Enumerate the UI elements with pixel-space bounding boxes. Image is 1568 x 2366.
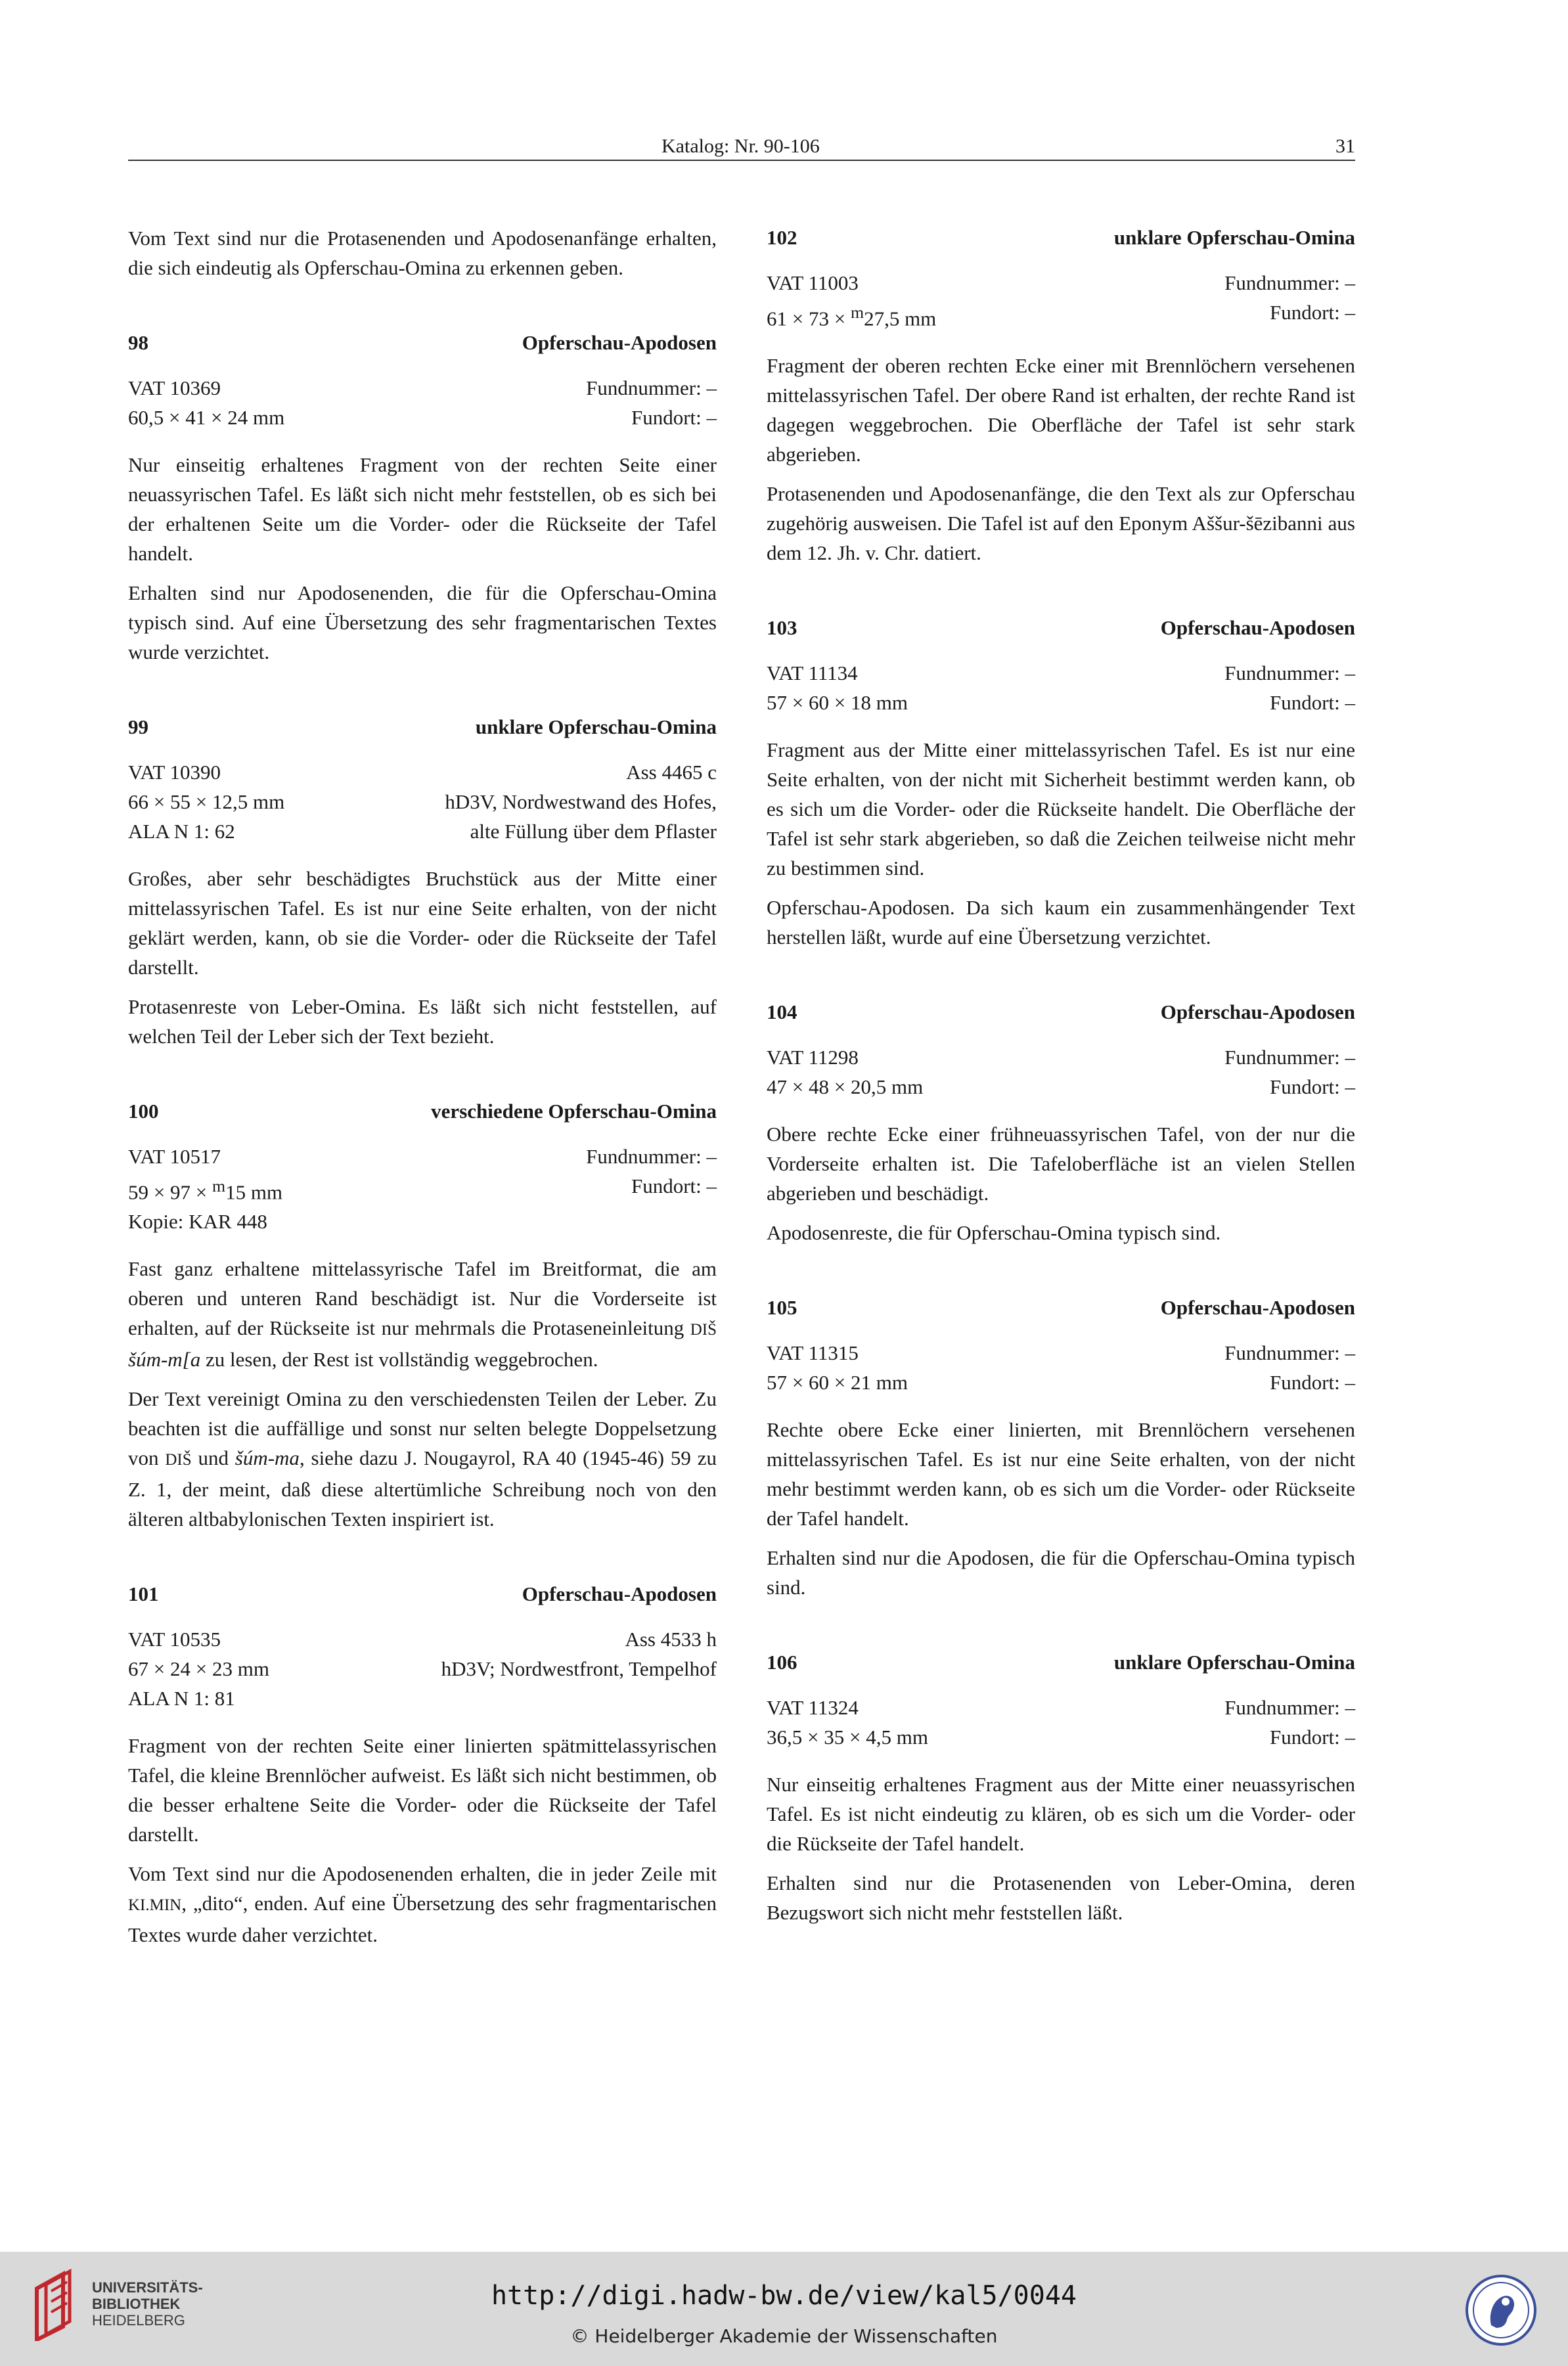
transliteration: šúm-ma (235, 1446, 300, 1470)
text-segment: , siehe dazu J. Nougayrol, RA 40 (1945-46) 59 zu Z. 1, der meint, daß diese altertümliche Schreibung noch von den älteren altbabylonischen Texten inspiriert ist. (128, 1446, 717, 1531)
dimensions-text: 61 × 73 × (767, 307, 851, 330)
entry-content-note: Protasenreste von Leber-Omina. Es läßt sich nicht feststellen, auf welchen Teil der Leber sich der Text bezieht. (128, 995, 717, 1048)
find-number: Fundnummer: – (1224, 1046, 1355, 1069)
entry-title: Opferschau-Apodosen (1160, 616, 1355, 640)
metadata-row (767, 658, 1355, 688)
dimensions (128, 1171, 282, 1207)
entry-number: 98 (128, 331, 148, 354)
library-name-line: BIBLIOTHEK (92, 2296, 181, 2312)
entry-title: Opferschau-Apodosen (522, 1582, 717, 1606)
metadata-row (128, 1171, 717, 1207)
entry-description: Nur einseitig erhaltenes Fragment aus der Mitte einer neuassyrischen Tafel. Es ist nicht eindeutig zu klären, ob es sich um die Vorder- oder die Rückseite der Tafel handelt. (767, 1773, 1355, 1856)
entry-description: Obere rechte Ecke einer frühneuassyrischen Tafel, von der nur die Vorderseite erhalten ist. Die Tafeloberfläche ist an vielen Stellen abgerieben und beschädigt. (767, 1123, 1355, 1205)
catalog-entry-106 (767, 1648, 1355, 1927)
dimensions-text: 59 × 97 × (128, 1180, 212, 1204)
find-spot: Fundort: – (1269, 301, 1355, 324)
metadata-row (767, 1722, 1355, 1752)
entry-content-note (128, 1859, 717, 1950)
find-number: Fundnummer: – (586, 376, 717, 399)
entry-number: 105 (767, 1296, 797, 1320)
metadata-row (767, 298, 1355, 333)
text-segment: Der Text vereinigt Omina zu den verschiedensten Teilen der Leber. Zu beachten ist die auffällige und sonst nur selten belegte Doppelsetzung von (128, 1387, 717, 1470)
entry-heading (128, 1580, 717, 1609)
find-spot: Fundort: – (1269, 691, 1355, 715)
metadata-row (128, 1624, 717, 1654)
find-number: Fundnummer: – (1224, 1696, 1355, 1720)
entry-title: Opferschau-Apodosen (1160, 1296, 1355, 1320)
entry-description: Nur einseitig erhaltenes Fragment von der rechten Seite einer neuassyrischen Tafel. Es läßt sich nicht mehr feststellen, ob es sich bei der erhaltenen Seite um die Vorder- oder die Rückseite der Tafel handelt. (128, 453, 717, 565)
entry-content-note: Apodosenreste, die für Opferschau-Omina typisch sind. (767, 1221, 1221, 1245)
entry-description: Großes, aber sehr beschädigtes Bruchstück aus der Mitte einer mittelassyrischen Tafel. Es ist nur eine Seite erhalten, von der nicht geklärt werden, kann, ob sie die Vorder- oder die Rückseite der Tafel darstellt. (128, 867, 717, 979)
entry-content-note: Erhalten sind nur Apodosenenden, die für die Opferschau-Omina typisch sind. Auf eine Übersetzung des sehr fragmentarischen Textes wurde verzichtet. (128, 581, 717, 663)
running-head (128, 133, 1355, 161)
museum-number: VAT 11324 (767, 1696, 859, 1720)
entry-content-note: Erhalten sind nur die Protasenenden von Leber-Omina, deren Bezugswort sich nicht mehr feststellen läßt. (767, 1871, 1355, 1925)
metadata-row (128, 757, 717, 787)
metadata-row (128, 816, 717, 846)
entry-heading (767, 998, 1355, 1027)
find-number: Fundnummer: – (586, 1145, 717, 1168)
catalog-entry-99 (128, 713, 717, 1051)
logogram: DIŠ (690, 1321, 717, 1339)
find-spot: Fundort: – (631, 406, 717, 429)
digitization-footer (0, 2252, 1568, 2366)
museum-number: VAT 10535 (128, 1628, 221, 1651)
find-spot: Fundort: – (1269, 1726, 1355, 1749)
entry-metadata (767, 658, 1355, 717)
metadata-row (767, 1042, 1355, 1072)
entry-content-note (128, 1384, 717, 1534)
entry-description (128, 1254, 717, 1374)
library-name-line: HEIDELBERG (92, 2312, 185, 2329)
entry-title: Opferschau-Apodosen (1160, 1000, 1355, 1024)
metadata-row (767, 1693, 1355, 1722)
find-spot: Fundort: – (631, 1174, 717, 1197)
entry-metadata (767, 1042, 1355, 1102)
dimensions: 67 × 24 × 23 mm (128, 1657, 269, 1681)
copy-reference: Kopie: KAR 448 (128, 1210, 267, 1234)
catalog-entry-100 (128, 1097, 717, 1534)
entry-number: 106 (767, 1651, 797, 1674)
museum-number: VAT 11298 (767, 1046, 859, 1069)
entry-metadata (767, 1338, 1355, 1397)
text-segment: , „dito“, enden. Auf eine Übersetzung des sehr fragmentarischen Textes wurde daher verzichtet. (128, 1892, 717, 1947)
museum-number: VAT 11315 (767, 1341, 859, 1365)
entry-title: unklare Opferschau-Omina (1113, 1651, 1355, 1674)
entry-title: unklare Opferschau-Omina (1113, 226, 1355, 249)
entry-number: 102 (767, 226, 797, 249)
entry-title: unklare Opferschau-Omina (475, 715, 717, 738)
catalog-entry-105 (767, 1293, 1355, 1602)
museum-number: VAT 11134 (767, 661, 858, 685)
entry-number: 100 (128, 1100, 159, 1123)
dimensions: 66 × 55 × 12,5 mm (128, 790, 285, 813)
logogram: KI.MIN (128, 1896, 182, 1915)
find-spot: hD3V, Nordwestwand des Hofes, (445, 790, 717, 813)
metadata-row (128, 1684, 717, 1713)
entry-description: Fragment von der rechten Seite einer linierten spätmittelassyrischen Tafel, die kleine Brennlöcher aufweist. Es läßt sich nicht bestimmen, ob die besser erhaltene Seite die Vorder- oder die Rückseite der Tafel darstellt. (128, 1734, 717, 1846)
museum-number: VAT 10390 (128, 761, 221, 784)
metadata-row (128, 373, 717, 403)
metadata-row (128, 1142, 717, 1171)
library-name-line: UNIVERSITÄTS- (92, 2279, 203, 2296)
dimensions: 36,5 × 35 × 4,5 mm (767, 1726, 928, 1749)
right-column (767, 223, 1355, 1927)
find-spot: Fundort: – (1269, 1371, 1355, 1395)
permalink-url[interactable]: http://digi.hadw-bw.de/view/kal5/0044 (491, 2281, 1077, 2311)
logogram: DIŠ (165, 1451, 192, 1469)
catalog-entry-103 (767, 614, 1355, 952)
entry-content-note: Protasenenden und Apodosenanfänge, die den Text als zur Opferschau zugehörig ausweisen. Die Tafel ist auf den Eponym Aššur-šēzibanni aus dem 12. Jh. v. Chr. datiert. (767, 482, 1355, 565)
entry-metadata (767, 268, 1355, 333)
catalog-entry-101 (128, 1580, 717, 1950)
metadata-row (128, 787, 717, 816)
entry-heading (767, 223, 1355, 252)
entry-number: 104 (767, 1000, 797, 1024)
metadata-row (767, 688, 1355, 717)
publication-reference: ALA N 1: 62 (128, 820, 235, 843)
dimensions-text-end: 27,5 mm (864, 307, 937, 330)
entry-number: 103 (767, 616, 797, 640)
entry-title: verschiedene Opferschau-Omina (431, 1100, 717, 1123)
entry-metadata (128, 1624, 717, 1713)
entry-heading (767, 1648, 1355, 1677)
academy-seal-icon (1465, 2274, 1537, 2350)
metadata-row (128, 1654, 717, 1684)
catalog-entry-102 (767, 223, 1355, 568)
metadata-row (767, 1338, 1355, 1368)
find-spot: Fundort: – (1269, 1075, 1355, 1099)
find-number: Fundnummer: – (1224, 271, 1355, 294)
dimensions: 57 × 60 × 21 mm (767, 1371, 908, 1395)
dimensions: 57 × 60 × 18 mm (767, 691, 908, 715)
left-column (128, 223, 717, 1950)
museum-number: VAT 10369 (128, 376, 221, 399)
text-segment: Vom Text sind nur die Apodosenenden erhalten, die in jeder Zeile mit (128, 1862, 717, 1886)
entry-heading (767, 614, 1355, 642)
copyright-notice: © Heidelberger Akademie der Wissenschaften (570, 2325, 998, 2347)
entry-number: 99 (128, 715, 148, 738)
dimensions: 60,5 × 41 × 24 mm (128, 406, 285, 429)
dimensions-text-end: 15 mm (225, 1180, 283, 1204)
dimensions: 47 × 48 × 20,5 mm (767, 1075, 924, 1099)
metadata-row (128, 403, 717, 432)
transliteration: šúm-m[a (128, 1348, 201, 1372)
entry-heading (767, 1293, 1355, 1322)
dimensions-superscript: m (212, 1176, 226, 1195)
entry-number: 101 (128, 1582, 159, 1606)
metadata-row (767, 1368, 1355, 1397)
entry-heading (128, 328, 717, 357)
entry-description: Rechte obere Ecke einer linierten, mit Brennlöchern versehenen mittelassyrischen Tafel. Es ist nur eine Seite erhalten, von der nicht mehr bestimmt werden kann, ob es sich um die Vorder- oder Rückseite der Tafel handelt. (767, 1418, 1355, 1530)
dimensions-superscript: m (850, 303, 864, 322)
page-number: 31 (1335, 135, 1355, 157)
find-number: Fundnummer: – (1224, 661, 1355, 685)
text-segment: und (191, 1446, 235, 1470)
metadata-row (767, 268, 1355, 298)
find-spot: hD3V; Nordwestfront, Tempelhof (441, 1657, 717, 1681)
find-number: Fundnummer: – (1224, 1341, 1355, 1365)
entry-content-note: Opferschau-Apodosen. Da sich kaum ein zusammenhängender Text herstellen läßt, wurde auf eine Übersetzung verzichtet. (767, 896, 1355, 949)
excavation-number: Ass 4533 h (625, 1628, 717, 1651)
find-spot-continued: alte Füllung über dem Pflaster (470, 820, 717, 843)
excavation-number: Ass 4465 c (626, 761, 717, 784)
publication-reference: ALA N 1: 81 (128, 1687, 235, 1710)
metadata-row (128, 1207, 717, 1236)
entry-description: Fragment der oberen rechten Ecke einer mit Brennlöchern versehenen mittelassyrischen Tafel. Der obere Rand ist erhalten, der rechte Rand ist dagegen weggebrochen. Die Oberfläche der Tafel ist sehr stark abgerieben. (767, 354, 1355, 466)
entry-description: Fragment aus der Mitte einer mittelassyrischen Tafel. Es ist nur eine Seite erhalten, von der nicht mit Sicherheit bestimmt werden kann, ob es sich um die Vorder- oder die Rückseite handelt. Die Oberfläche der Tafel ist sehr stark abgerieben, so daß die Zeichen teilweise nicht mehr zu bestimmen sind. (767, 738, 1355, 880)
entry-heading (128, 713, 717, 742)
entry-metadata (767, 1693, 1355, 1752)
museum-number: VAT 11003 (767, 271, 859, 294)
metadata-row (767, 1072, 1355, 1102)
intro-paragraph: Vom Text sind nur die Protasenenden und Apodosenanfänge erhalten, die sich eindeutig als Opferschau-Omina zu erkennen geben. (128, 227, 717, 279)
museum-number: VAT 10517 (128, 1145, 221, 1168)
entry-content-note: Erhalten sind nur die Apodosen, die für die Opferschau-Omina typisch sind. (767, 1546, 1355, 1599)
text-segment: zu lesen, der Rest ist vollständig weggebrochen. (200, 1348, 598, 1372)
entry-metadata (128, 1142, 717, 1236)
dimensions (767, 298, 936, 333)
text-segment: Fast ganz erhaltene mittelassyrische Tafel im Breitformat, die am oberen und unteren Rand beschädigt ist. Nur die Vorderseite ist erhalten, auf der Rückseite ist nur mehrmals die Protaseneinleitung (128, 1257, 717, 1340)
catalog-entry-104 (767, 998, 1355, 1247)
running-head-title: Katalog: Nr. 90-106 (661, 135, 820, 157)
entry-metadata (128, 757, 717, 846)
entry-heading (128, 1097, 717, 1126)
catalog-entry-98 (128, 328, 717, 667)
entry-metadata (128, 373, 717, 432)
entry-title: Opferschau-Apodosen (522, 331, 717, 354)
